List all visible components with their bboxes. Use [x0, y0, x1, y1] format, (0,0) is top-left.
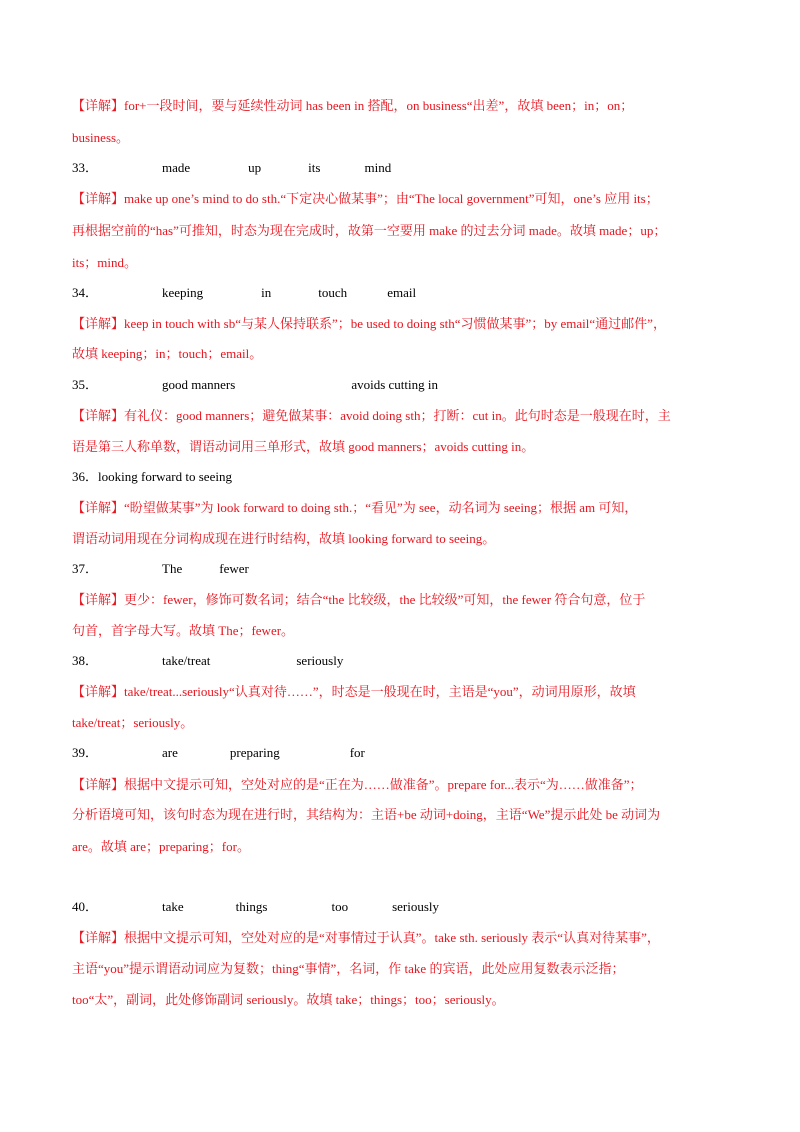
- question-number: 37．: [72, 561, 99, 576]
- answer-word: things: [235, 899, 268, 914]
- answer-word: too: [331, 899, 349, 914]
- answer-word: take/treat: [162, 653, 211, 668]
- answer-line: [72, 284, 732, 302]
- question-number: 35．: [72, 377, 99, 392]
- answer-word: touch: [318, 285, 348, 300]
- explanation-line: 【详解】make up one’s mind to do sth.“下定决心做某事”；由“The local government”可知，one’s 应用 its；: [72, 191, 659, 206]
- explanation-line: 【详解】for+一段时间，要与延续性动词 has been in 搭配，on business“出差”，故填 been；in；on；: [72, 98, 634, 113]
- explanation-line: 语是第三人称单数，谓语动词用三单形式，故填 good manners；avoids cutting in。: [72, 439, 535, 454]
- question-number: 33．: [72, 160, 99, 175]
- explanation-line: 【详解】“盼望做某事”为 look forward to doing sth.；“看见”为 see，动名词为 seeing；根据 am 可知，: [72, 500, 638, 515]
- question-number: 39．: [72, 745, 99, 760]
- answer-word: avoids cutting in: [351, 377, 438, 392]
- answer-word: take: [162, 899, 184, 914]
- answer-word: its: [308, 160, 321, 175]
- answer-line: [72, 560, 732, 578]
- answer-word: fewer: [219, 561, 249, 576]
- answer-line: [72, 376, 732, 394]
- answer-word: seriously: [392, 899, 440, 914]
- explanation-line: are。故填 are；preparing；for。: [72, 839, 250, 854]
- explanation-line: 【详解】更少：fewer，修饰可数名词；结合“the 比较级，the 比较级”可知，the fewer 符合句意，位于: [72, 592, 646, 607]
- answer-word: mind: [364, 160, 392, 175]
- answer-line: [72, 159, 732, 177]
- answer-word: looking forward to seeing: [98, 469, 232, 484]
- answer-line: [72, 468, 732, 486]
- explanation-line: take/treat；seriously。: [72, 715, 194, 730]
- answer-line: [72, 652, 732, 670]
- explanation-line: 分析语境可知，该句时态为现在进行时，其结构为：主语+be 动词+doing，主语“We”提示此处 be 动词为: [72, 807, 661, 822]
- answer-word: email: [387, 285, 417, 300]
- explanation-line: 主语“you”提示谓语动词应为复数；thing“事情”，名词，作 take 的宾语，此处应用复数表示泛指；: [72, 961, 625, 976]
- explanation-line: 【详解】根据中文提示可知，空处对应的是“正在为……做准备”。prepare for...表示“为……做准备”；: [72, 777, 643, 792]
- answer-word: good manners: [162, 377, 236, 392]
- answer-word: made: [162, 160, 191, 175]
- explanation-line: 故填 keeping；in；touch；email。: [72, 346, 263, 361]
- explanation-line: 【详解】take/treat...seriously“认真对待……”，时态是一般现在时，主语是“you”，动词用原形，故填: [72, 684, 636, 699]
- answer-word: seriously: [296, 653, 344, 668]
- explanation-line: 【详解】根据中文提示可知，空处对应的是“对事情过于认真”。take sth. seriously 表示“认真对待某事”，: [72, 930, 660, 945]
- question-number: 36．: [72, 469, 99, 484]
- question-number: 34．: [72, 285, 99, 300]
- explanation-line: 句首，首字母大写。故填 The；fewer。: [72, 623, 295, 638]
- explanation-line: 【详解】有礼仪：good manners；避免做某事：avoid doing sth；打断：cut in。此句时态是一般现在时，主: [72, 408, 671, 423]
- answer-word: up: [248, 160, 262, 175]
- explanation-line: 再根据空前的“has”可推知，时态为现在完成时，故第一空要用 make 的过去分词 made。故填 made；up；: [72, 223, 667, 238]
- explanation-line: 【详解】keep in touch with sb“与某人保持联系”；be used to doing sth“习惯做某事”；by email“通过邮件”，: [72, 316, 666, 331]
- explanation-line: too“太”，副词，此处修饰副词 seriously。故填 take；things；too；seriously。: [72, 992, 505, 1007]
- answer-word: keeping: [162, 285, 204, 300]
- answer-word: preparing: [229, 745, 280, 760]
- explanation-line: 谓语动词用现在分词构成现在进行时结构，故填 looking forward to seeing。: [72, 531, 496, 546]
- answer-word: for: [349, 745, 365, 760]
- answer-word: are: [162, 745, 178, 760]
- explanation-line: its；mind。: [72, 255, 138, 270]
- question-number: 40．: [72, 899, 99, 914]
- answer-line: [72, 744, 732, 762]
- answer-word: The: [162, 561, 183, 576]
- question-number: 38．: [72, 653, 99, 668]
- answer-word: in: [261, 285, 272, 300]
- explanation-line: business。: [72, 130, 130, 145]
- answer-line: [72, 898, 732, 916]
